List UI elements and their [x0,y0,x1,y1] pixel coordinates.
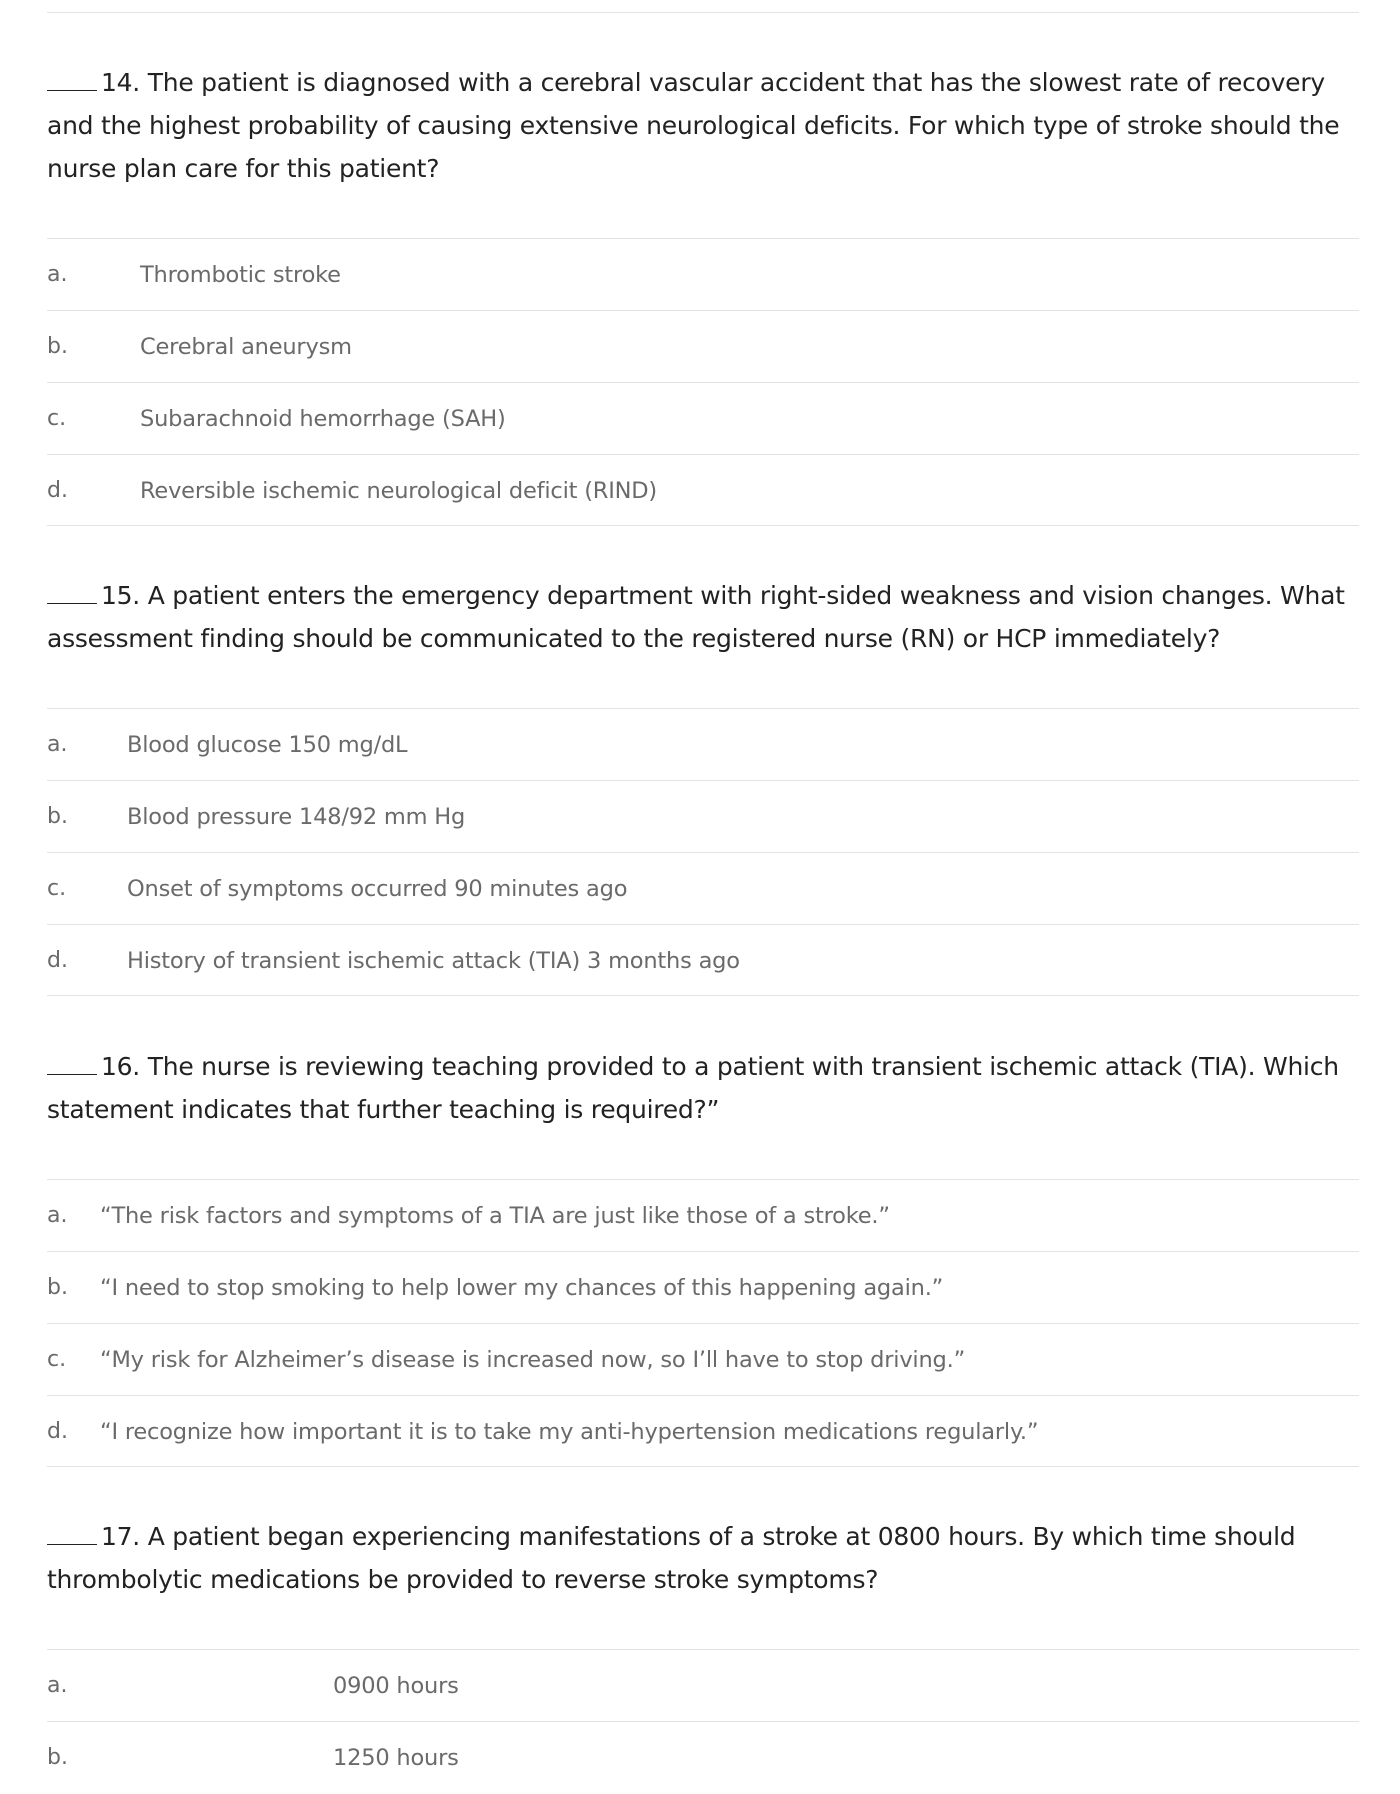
option-text: “I need to stop smoking to help lower my chances of this happening again.” [100,1275,944,1301]
question-15 [47,574,1359,660]
option-letter: d. [47,1419,68,1444]
option-c[interactable] [47,382,1359,454]
option-text: “My risk for Alzheimer’s disease is increased now, so I’ll have to stop driving.” [100,1347,966,1373]
option-text: Reversible ischemic neurological deficit (RIND) [140,478,657,504]
question-number: 15. [101,581,141,610]
option-text: Thrombotic stroke [140,262,341,288]
option-text: 1250 hours [333,1745,459,1771]
option-text: Cerebral aneurysm [140,334,352,360]
option-text: Blood pressure 148/92 mm Hg [127,804,466,830]
option-text: “The risk factors and symptoms of a TIA are just like those of a stroke.” [100,1203,890,1229]
option-d[interactable] [47,454,1359,526]
option-d[interactable] [47,1395,1359,1467]
option-text: Blood glucose 150 mg/dL [127,732,408,758]
question-number: 17. [101,1522,141,1551]
answer-blank[interactable] [47,581,97,604]
option-text: 0900 hours [333,1673,459,1699]
options-list [47,708,1359,996]
option-b[interactable] [47,780,1359,852]
option-b[interactable] [47,310,1359,382]
option-letter: b. [47,334,68,359]
question-text: The nurse is reviewing teaching provided to a patient with transient ischemic attack (TIA). Which statement indicates that further teaching is required?” [47,1052,1339,1124]
option-text: Subarachnoid hemorrhage (SAH) [140,406,506,432]
option-letter: a. [47,1673,68,1698]
option-text: History of transient ischemic attack (TIA) 3 months ago [127,948,740,974]
option-a[interactable] [47,708,1359,780]
option-b[interactable] [47,1251,1359,1323]
question-text: A patient enters the emergency department with right-sided weakness and vision changes. What assessment finding should be communicated to the registered nurse (RN) or HCP immediately? [47,581,1345,653]
option-c[interactable] [47,1323,1359,1395]
option-letter: b. [47,1745,68,1770]
option-letter: a. [47,1203,68,1228]
option-text: “I recognize how important it is to take my anti-hypertension medications regularly.” [100,1419,1039,1445]
option-d[interactable] [47,924,1359,996]
question-text: A patient began experiencing manifestations of a stroke at 0800 hours. By which time should thrombolytic medications be provided to reverse stroke symptoms? [47,1522,1296,1594]
answer-blank[interactable] [47,1052,97,1075]
option-c[interactable] [47,852,1359,924]
option-letter: c. [47,876,67,901]
option-letter: d. [47,948,68,973]
options-list [47,1649,1359,1793]
answer-blank[interactable] [47,68,97,91]
question-14 [47,61,1359,190]
options-list [47,238,1359,526]
question-number: 16. [101,1052,141,1081]
question-text: The patient is diagnosed with a cerebral vascular accident that has the slowest rate of recovery and the highest probability of causing extensive neurological deficits. For which type of stroke should the nurse plan care for this patient? [47,68,1340,183]
option-letter: a. [47,732,68,757]
divider [47,12,1359,13]
option-b[interactable] [47,1721,1359,1793]
option-text: Onset of symptoms occurred 90 minutes ago [127,876,628,902]
option-a[interactable] [47,238,1359,310]
option-letter: c. [47,1347,67,1372]
question-17 [47,1515,1359,1601]
option-a[interactable] [47,1649,1359,1721]
answer-blank[interactable] [47,1522,97,1545]
options-list [47,1179,1359,1467]
option-letter: b. [47,1275,68,1300]
question-number: 14. [101,68,141,97]
option-letter: b. [47,804,68,829]
question-16 [47,1045,1359,1131]
option-letter: c. [47,406,67,431]
option-a[interactable] [47,1179,1359,1251]
option-letter: d. [47,478,68,503]
option-letter: a. [47,262,68,287]
